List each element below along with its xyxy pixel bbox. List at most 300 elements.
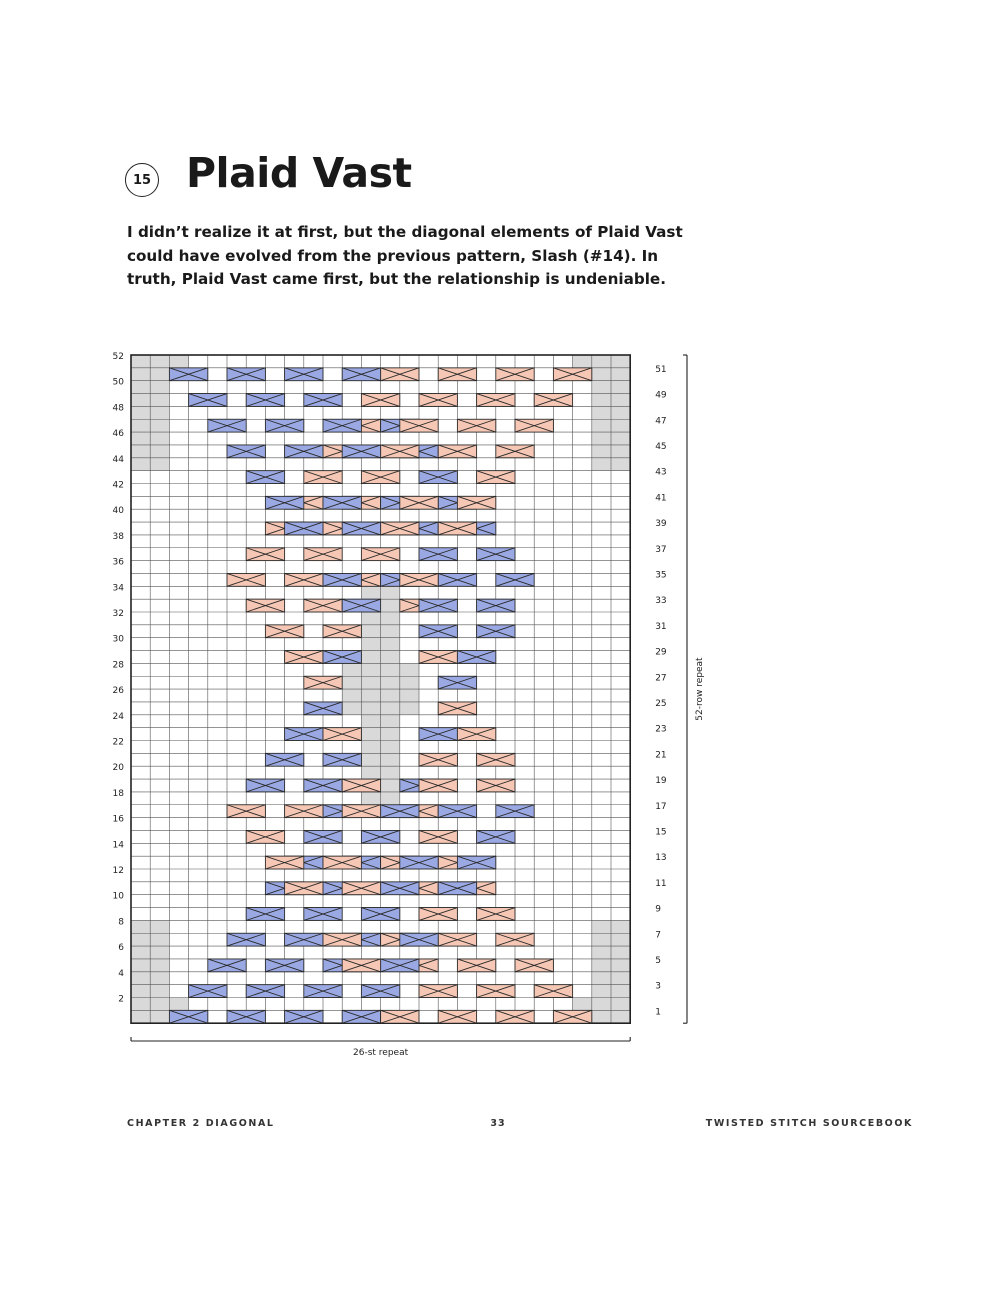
pattern-description: I didn’t realize it at first, but the diagonal elements of Plaid Vast could have evolved from the previous pattern, Slash (#14). In truth, Plaid Vast came first, but the relationship is undeniable. <box>127 223 683 288</box>
left-cross-stitch <box>496 1010 534 1023</box>
shaded-cell <box>381 792 400 805</box>
left-cross-stitch <box>285 573 323 586</box>
left-row-label: 16 <box>112 814 124 825</box>
left-cross-stitch <box>381 1010 419 1023</box>
right-cross-stitch <box>246 394 284 407</box>
right-cross-stitch <box>246 471 284 484</box>
shaded-cell <box>150 998 169 1011</box>
shaded-cell <box>131 972 150 985</box>
left-row-label: 28 <box>112 660 124 671</box>
shaded-cell <box>361 792 380 805</box>
shaded-cell <box>150 368 169 381</box>
shaded-cell <box>592 985 611 998</box>
left-row-label: 50 <box>112 377 124 388</box>
shaded-cell <box>592 381 611 394</box>
right-cross-stitch <box>438 882 476 895</box>
left-cross-stitch <box>246 599 284 612</box>
shaded-cell <box>169 355 188 368</box>
right-cross-stitch <box>304 779 342 792</box>
left-cross-stitch <box>477 779 515 792</box>
shaded-cell <box>361 689 380 702</box>
left-cross-stitch <box>342 805 380 818</box>
shaded-cell <box>150 985 169 998</box>
right-cross-stitch <box>304 985 342 998</box>
right-row-label: 39 <box>655 519 667 530</box>
left-row-label: 24 <box>112 711 124 722</box>
left-row-label: 32 <box>112 609 124 619</box>
shaded-cell <box>592 458 611 471</box>
right-cross-stitch <box>419 548 457 561</box>
left-cross-stitch <box>400 496 438 509</box>
shaded-cell <box>381 612 400 625</box>
left-cross-stitch <box>285 882 323 895</box>
shaded-cell <box>400 663 419 676</box>
shaded-cell <box>381 766 400 779</box>
right-cross-stitch <box>477 599 515 612</box>
right-row-label: 7 <box>655 930 661 941</box>
shaded-cell <box>342 663 361 676</box>
shaded-cell <box>131 406 150 419</box>
left-cross-stitch <box>477 394 515 407</box>
shaded-cell <box>573 355 592 368</box>
left-row-label: 6 <box>118 943 124 954</box>
right-cross-stitch <box>477 625 515 638</box>
right-row-label: 47 <box>655 416 667 427</box>
right-cross-stitch <box>323 573 361 586</box>
shaded-cell <box>400 676 419 689</box>
right-row-label: 31 <box>655 621 667 632</box>
right-row-label: 3 <box>655 981 661 992</box>
shaded-cell <box>150 946 169 959</box>
right-cross-stitch <box>285 522 323 535</box>
right-row-label: 9 <box>655 904 661 915</box>
shaded-cell <box>592 445 611 458</box>
left-cross-stitch <box>477 471 515 484</box>
right-cross-stitch <box>189 985 227 998</box>
shaded-cell <box>131 419 150 432</box>
shaded-cell <box>592 1010 611 1023</box>
shaded-cell <box>381 689 400 702</box>
shaded-cell <box>592 972 611 985</box>
shaded-cell <box>361 638 380 651</box>
left-cross-stitch <box>323 728 361 741</box>
left-row-label: 40 <box>112 506 124 517</box>
right-cross-stitch <box>227 933 265 946</box>
shaded-cell <box>131 1010 150 1023</box>
left-cross-stitch <box>419 985 457 998</box>
shaded-cell <box>131 985 150 998</box>
right-cross-stitch <box>361 985 399 998</box>
shaded-cell <box>131 959 150 972</box>
left-cross-stitch <box>496 368 534 381</box>
left-cross-stitch <box>342 959 380 972</box>
shaded-cell <box>592 368 611 381</box>
right-cross-stitch <box>381 959 419 972</box>
shaded-cell <box>381 753 400 766</box>
left-cross-stitch <box>285 651 323 664</box>
shaded-cell <box>592 959 611 972</box>
right-row-label: 15 <box>655 827 667 838</box>
right-row-label: 25 <box>655 698 667 709</box>
right-row-label: 19 <box>655 776 667 787</box>
left-cross-stitch <box>477 753 515 766</box>
shaded-cell <box>150 432 169 445</box>
shaded-cell <box>169 998 188 1011</box>
right-cross-stitch <box>169 1010 207 1023</box>
left-row-label: 2 <box>118 994 124 1005</box>
left-cross-stitch <box>419 779 457 792</box>
shaded-cell <box>150 394 169 407</box>
shaded-cell <box>611 406 630 419</box>
left-cross-stitch <box>419 908 457 921</box>
shaded-cell <box>381 651 400 664</box>
left-row-label: 38 <box>112 531 124 542</box>
left-cross-stitch <box>419 753 457 766</box>
left-cross-stitch <box>381 368 419 381</box>
left-cross-stitch <box>457 419 495 432</box>
left-cross-stitch <box>246 548 284 561</box>
shaded-cell <box>592 355 611 368</box>
left-row-label: 20 <box>112 763 124 774</box>
shaded-cell <box>381 663 400 676</box>
left-cross-stitch <box>457 728 495 741</box>
right-cross-stitch <box>457 856 495 869</box>
shaded-cell <box>150 1010 169 1023</box>
right-row-label: 11 <box>655 878 667 889</box>
right-row-label: 29 <box>655 647 667 658</box>
left-cross-stitch <box>323 625 361 638</box>
row-repeat-label: 52-row repeat <box>695 657 705 721</box>
shaded-cell <box>611 972 630 985</box>
left-cross-stitch <box>477 985 515 998</box>
shaded-cell <box>573 998 592 1011</box>
shaded-cell <box>150 920 169 933</box>
right-row-label: 1 <box>655 1007 661 1018</box>
shaded-cell <box>381 625 400 638</box>
right-cross-stitch <box>342 599 380 612</box>
right-row-label: 35 <box>655 570 667 581</box>
left-cross-stitch <box>477 908 515 921</box>
shaded-cell <box>150 355 169 368</box>
right-cross-stitch <box>323 651 361 664</box>
right-cross-stitch <box>285 1010 323 1023</box>
shaded-cell <box>361 586 380 599</box>
right-cross-stitch <box>342 522 380 535</box>
left-cross-stitch <box>534 985 572 998</box>
right-cross-stitch <box>342 445 380 458</box>
left-cross-stitch <box>534 394 572 407</box>
right-row-label: 33 <box>655 596 667 607</box>
shaded-cell <box>611 998 630 1011</box>
right-cross-stitch <box>304 908 342 921</box>
shaded-cell <box>361 728 380 741</box>
shaded-cell <box>592 946 611 959</box>
left-row-label: 8 <box>118 917 124 928</box>
right-cross-stitch <box>169 368 207 381</box>
shaded-cell <box>361 625 380 638</box>
left-cross-stitch <box>419 394 457 407</box>
right-row-label: 37 <box>655 544 667 555</box>
right-cross-stitch <box>265 753 303 766</box>
right-cross-stitch <box>342 1010 380 1023</box>
left-row-label: 42 <box>112 480 124 491</box>
right-cross-stitch <box>400 856 438 869</box>
shaded-cell <box>150 458 169 471</box>
shaded-cell <box>361 702 380 715</box>
left-cross-stitch <box>515 419 553 432</box>
right-row-label: 27 <box>655 673 667 684</box>
left-cross-stitch <box>438 368 476 381</box>
left-row-label: 30 <box>112 634 124 645</box>
shaded-cell <box>361 663 380 676</box>
right-cross-stitch <box>227 1010 265 1023</box>
shaded-cell <box>361 612 380 625</box>
right-cross-stitch <box>361 908 399 921</box>
shaded-cell <box>611 368 630 381</box>
right-row-label: 5 <box>655 955 661 966</box>
shaded-cell <box>150 381 169 394</box>
shaded-cell <box>131 432 150 445</box>
shaded-cell <box>400 689 419 702</box>
left-cross-stitch <box>438 522 476 535</box>
right-row-label: 41 <box>655 493 667 504</box>
right-row-label: 23 <box>655 724 667 735</box>
shaded-cell <box>592 419 611 432</box>
shaded-cell <box>342 702 361 715</box>
shaded-cell <box>381 702 400 715</box>
right-cross-stitch <box>342 368 380 381</box>
left-row-label: 44 <box>112 454 124 465</box>
shaded-cell <box>611 985 630 998</box>
shaded-cell <box>131 933 150 946</box>
right-cross-stitch <box>323 753 361 766</box>
left-cross-stitch <box>265 625 303 638</box>
left-cross-stitch <box>342 882 380 895</box>
right-cross-stitch <box>419 599 457 612</box>
right-cross-stitch <box>304 394 342 407</box>
right-cross-stitch <box>304 702 342 715</box>
left-cross-stitch <box>285 805 323 818</box>
left-row-label: 22 <box>112 737 124 748</box>
shaded-cell <box>381 586 400 599</box>
shaded-cell <box>150 419 169 432</box>
shaded-cell <box>592 998 611 1011</box>
right-cross-stitch <box>227 368 265 381</box>
left-row-label: 10 <box>112 891 124 902</box>
shaded-cell <box>131 394 150 407</box>
stitch-repeat-label: 26-st repeat <box>353 1048 409 1058</box>
shaded-cell <box>131 998 150 1011</box>
shaded-cell <box>150 406 169 419</box>
left-cross-stitch <box>515 959 553 972</box>
right-row-label: 17 <box>655 801 667 812</box>
right-cross-stitch <box>361 830 399 843</box>
left-cross-stitch <box>400 573 438 586</box>
left-cross-stitch <box>438 702 476 715</box>
shaded-cell <box>131 458 150 471</box>
right-row-label: 43 <box>655 467 667 478</box>
right-cross-stitch <box>419 625 457 638</box>
right-cross-stitch <box>419 471 457 484</box>
right-cross-stitch <box>265 419 303 432</box>
left-cross-stitch <box>381 522 419 535</box>
right-cross-stitch <box>246 779 284 792</box>
left-cross-stitch <box>553 1010 591 1023</box>
shaded-cell <box>131 368 150 381</box>
shaded-cell <box>611 445 630 458</box>
right-cross-stitch <box>438 805 476 818</box>
shaded-cell <box>361 651 380 664</box>
right-cross-stitch <box>285 368 323 381</box>
shaded-cell <box>611 432 630 445</box>
left-cross-stitch <box>400 419 438 432</box>
left-cross-stitch <box>227 805 265 818</box>
shaded-cell <box>150 959 169 972</box>
left-row-label: 52 <box>112 352 124 362</box>
shaded-cell <box>611 959 630 972</box>
right-cross-stitch <box>285 445 323 458</box>
right-cross-stitch <box>381 805 419 818</box>
shaded-cell <box>131 355 150 368</box>
shaded-cell <box>150 933 169 946</box>
left-row-label: 12 <box>112 866 124 876</box>
shaded-cell <box>361 715 380 728</box>
shaded-cell <box>592 933 611 946</box>
pattern-number: 15 <box>132 172 152 188</box>
left-cross-stitch <box>246 830 284 843</box>
left-cross-stitch <box>304 676 342 689</box>
left-cross-stitch <box>304 548 342 561</box>
right-cross-stitch <box>323 496 361 509</box>
shaded-cell <box>381 676 400 689</box>
shaded-cell <box>592 394 611 407</box>
right-cross-stitch <box>189 394 227 407</box>
right-row-label: 21 <box>655 750 667 761</box>
shaded-cell <box>611 458 630 471</box>
right-row-label: 49 <box>655 390 667 401</box>
left-cross-stitch <box>361 394 399 407</box>
shaded-cell <box>131 946 150 959</box>
shaded-cell <box>611 933 630 946</box>
shaded-cell <box>592 406 611 419</box>
left-row-label: 14 <box>112 840 124 851</box>
shaded-cell <box>131 920 150 933</box>
left-cross-stitch <box>419 830 457 843</box>
left-cross-stitch <box>438 933 476 946</box>
shaded-cell <box>131 445 150 458</box>
left-cross-stitch <box>265 856 303 869</box>
left-row-label: 26 <box>112 686 124 697</box>
footer-chapter: CHAPTER 2 DIAGONAL <box>127 1118 275 1129</box>
right-cross-stitch <box>457 651 495 664</box>
right-cross-stitch <box>246 985 284 998</box>
shaded-cell <box>361 741 380 754</box>
left-cross-stitch <box>323 856 361 869</box>
right-row-label: 51 <box>655 364 667 375</box>
left-cross-stitch <box>457 959 495 972</box>
shaded-cell <box>381 741 400 754</box>
left-row-label: 34 <box>112 583 124 594</box>
shaded-cell <box>611 394 630 407</box>
shaded-cell <box>381 599 400 612</box>
shaded-cell <box>592 432 611 445</box>
left-cross-stitch <box>361 548 399 561</box>
right-cross-stitch <box>419 728 457 741</box>
left-row-label: 46 <box>112 429 124 440</box>
shaded-cell <box>381 779 400 792</box>
right-cross-stitch <box>265 496 303 509</box>
left-cross-stitch <box>381 445 419 458</box>
right-cross-stitch <box>477 548 515 561</box>
shaded-cell <box>131 381 150 394</box>
left-row-label: 36 <box>112 557 124 568</box>
right-cross-stitch <box>265 959 303 972</box>
footer-page-number: 33 <box>490 1118 506 1129</box>
shaded-cell <box>150 972 169 985</box>
left-cross-stitch <box>342 779 380 792</box>
right-cross-stitch <box>285 728 323 741</box>
right-cross-stitch <box>496 573 534 586</box>
left-row-label: 18 <box>112 788 124 799</box>
left-cross-stitch <box>457 496 495 509</box>
left-cross-stitch <box>361 471 399 484</box>
left-cross-stitch <box>419 651 457 664</box>
right-cross-stitch <box>477 830 515 843</box>
shaded-cell <box>342 689 361 702</box>
left-cross-stitch <box>304 471 342 484</box>
left-cross-stitch <box>496 933 534 946</box>
right-cross-stitch <box>285 933 323 946</box>
left-row-label: 48 <box>112 403 124 414</box>
shaded-cell <box>611 355 630 368</box>
left-cross-stitch <box>323 933 361 946</box>
left-cross-stitch <box>438 1010 476 1023</box>
shaded-cell <box>361 753 380 766</box>
shaded-cell <box>342 676 361 689</box>
right-cross-stitch <box>246 908 284 921</box>
right-cross-stitch <box>400 933 438 946</box>
right-cross-stitch <box>208 419 246 432</box>
right-cross-stitch <box>381 882 419 895</box>
left-row-label: 4 <box>118 968 124 979</box>
shaded-cell <box>381 728 400 741</box>
shaded-cell <box>150 445 169 458</box>
shaded-cell <box>592 920 611 933</box>
shaded-cell <box>611 381 630 394</box>
shaded-cell <box>611 1010 630 1023</box>
right-cross-stitch <box>438 573 476 586</box>
page-title: Plaid Vast <box>186 149 412 197</box>
shaded-cell <box>611 419 630 432</box>
left-cross-stitch <box>553 368 591 381</box>
shaded-cell <box>361 766 380 779</box>
left-cross-stitch <box>227 573 265 586</box>
left-cross-stitch <box>496 445 534 458</box>
right-row-label: 13 <box>655 853 667 864</box>
right-cross-stitch <box>438 676 476 689</box>
right-cross-stitch <box>304 830 342 843</box>
left-cross-stitch <box>438 445 476 458</box>
shaded-cell <box>381 715 400 728</box>
shaded-cell <box>611 920 630 933</box>
shaded-cell <box>611 946 630 959</box>
shaded-cell <box>400 702 419 715</box>
shaded-cell <box>361 676 380 689</box>
footer-book-title: TWISTED STITCH SOURCEBOOK <box>705 1118 913 1129</box>
right-cross-stitch <box>227 445 265 458</box>
right-row-label: 45 <box>655 441 667 452</box>
right-cross-stitch <box>323 419 361 432</box>
